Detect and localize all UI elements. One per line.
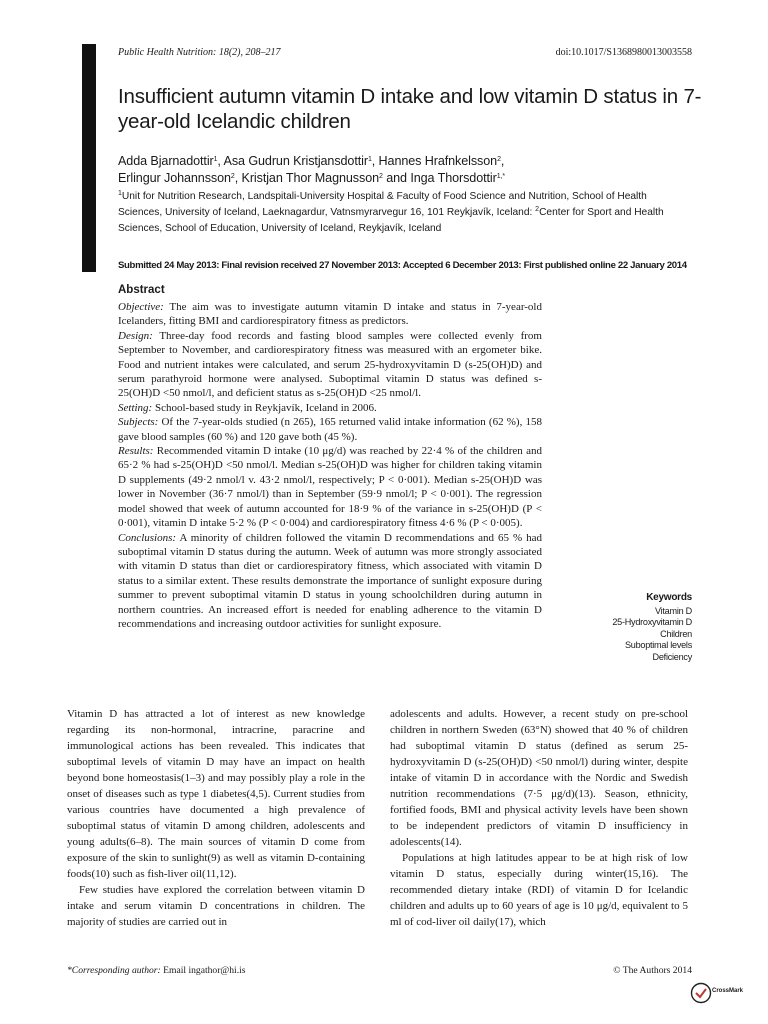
section-label: Subjects: xyxy=(118,416,159,429)
section-text: Recommended vitamin D intake (10 μg/d) was reached by 22·4 % of the children and 65·2 % had s-25(OH)D <50 nmol/l. Median s-25(OH)D was higher for children taking vitamin D supplements (49·2 nmol/l v. 43·2 nmol/l, respectively; P < 0·001). Median s-25(OH)D was lower in November (36·7 nmol/l) than in September (59·9 nmol/l; P < 0·001). The regression model showed that week of autumn accounted for 18·9 % of the variance in s-25(OH)D (P < 0·001), vitamin D intake 5·2 % (P < 0·004) and cardiorespiratory fitness 4·6 % (P < 0·005). xyxy=(118,445,542,530)
abstract-design xyxy=(118,329,542,401)
abstract-conclusions xyxy=(118,531,542,632)
author-name: Hannes Hrafnkelsson xyxy=(378,154,498,168)
author-separator: , xyxy=(371,154,379,168)
keyword-item: Vitamin D xyxy=(654,605,692,616)
article-title: Insufficient autumn vitamin D intake and low vitamin D status in 7-year-old Icelandic children xyxy=(118,85,702,133)
section-text: School-based study in Reykjavík, Iceland in 2006. xyxy=(152,401,377,414)
section-label: Setting: xyxy=(118,401,153,414)
abstract-heading: Abstract xyxy=(118,284,165,296)
footnote-label: *Corresponding author: xyxy=(67,965,161,976)
affiliation-mark: 1 xyxy=(118,190,122,197)
section-label: Conclusions: xyxy=(118,531,177,544)
author-separator: , xyxy=(500,154,505,168)
author-name: Inga Thorsdottir xyxy=(410,171,497,185)
author-name: Adda Bjarnadottir xyxy=(118,154,214,168)
author-affiliation-mark: 2 xyxy=(497,156,501,163)
author-name: Asa Gudrun Kristjansdottir xyxy=(223,154,368,168)
body-paragraph: Vitamin D has attracted a lot of interest as new knowledge regarding its non-hormonal, intracrine, paracrine and immunological actions has been revealed. This indicates that suboptimal levels of vitamin D may have an impact on health beyond bone homeostasis(1–3) and may possibly play a role in the onset of diseases such as type 1 diabetes(4,5). Current studies from various countries have documented a high prevalence of suboptimal status of vitamin D among children, adolescents and young adults(6–8). The main sources of vitamin D come from exposure of the skin to sunlight(9) as well as vitamin D-containing foods(10) such as fish-liver oil(11,12). xyxy=(67,708,365,880)
keywords xyxy=(532,592,692,663)
body-paragraph: Few studies have explored the correlation between vitamin D intake and serum vitamin D concentrations in children. The majority of studies are carried out in xyxy=(67,884,365,928)
author-affiliation-mark: 1 xyxy=(213,156,218,163)
author-affiliation-mark: 2 xyxy=(230,173,235,180)
section-label: Objective: xyxy=(118,301,164,313)
corresponding-author-footnote xyxy=(67,965,246,976)
footnote-email: Email ingathor@hi.is xyxy=(160,965,246,976)
keyword-item: Deficiency xyxy=(652,651,692,662)
author-separator: and xyxy=(382,171,411,185)
keyword-item: Suboptimal levels xyxy=(624,640,692,650)
section-text: A minority of children followed the vitamin D recommendations and 65 % had suboptimal vitamin D status during the autumn. Week of autumn was more strongly associated with vitamin D status than diet or cardiorespiratory fitness, which associated with vitamin D status to a similar extent. These results demonstrate the importance of sunlight exposure during summer to prevent suboptimal vitamin D status in young schoolchildren during autumn in northern countries. An increased effort is needed for enabling adherence to the vitamin D recommendations and increasing outdoor activities for sunlight exposure. xyxy=(118,531,542,630)
keyword-item: 25-Hydroxyvitamin D xyxy=(612,617,692,627)
section-label: Results: xyxy=(118,445,154,458)
author-affiliation-mark: 1 xyxy=(367,156,372,163)
journal-reference: Public Health Nutrition: 18(2), 208–217 xyxy=(118,47,281,58)
keywords-heading: Keywords xyxy=(646,592,692,603)
author-name: Erlingur Johannsson xyxy=(118,171,231,185)
abstract-setting xyxy=(118,401,542,415)
doi: doi:10.1017/S1368980013003558 xyxy=(555,47,692,58)
affiliations xyxy=(118,189,690,237)
author-separator: , xyxy=(217,154,224,168)
crossmark-label: CrossMark xyxy=(712,988,744,994)
affiliation-text: Unit for Nutrition Research, Landspitali-University Hospital & Faculty of Food Science and Nutrition, School of Health Sciences, University of Iceland, Laeknagardur, Vatnsmyrarvegur 16, 101 Reykjavík, Iceland: xyxy=(118,191,647,218)
body-column-left xyxy=(67,706,365,930)
abstract-results xyxy=(118,444,542,530)
author-name: Kristjan Thor Magnusson xyxy=(241,171,379,185)
affiliation-mark: 2 xyxy=(535,206,540,213)
author-list xyxy=(118,153,698,187)
sidebar-bar xyxy=(82,44,96,272)
section-label: Design: xyxy=(118,329,153,342)
body-column-right xyxy=(390,706,688,930)
submission-dates: Submitted 24 May 2013: Final revision received 27 November 2013: Accepted 6 December 2013: First published online 22 January 2014 xyxy=(118,260,687,271)
affiliation-text: Center for Sport and Health Sciences, School of Education, University of Iceland, Reykjavík, Iceland xyxy=(118,207,664,234)
body-paragraph: adolescents and adults. However, a recent study on pre-school children in northern Sweden (63°N) showed that 40 % of children had suboptimal vitamin D status (defined as serum 25-hydroxyvitamin D (s-25(OH)D) <50 nmol/l) during winter, despite intake of vitamin D in accordance with the Nordic and Swedish nutrition recommendations (7·5 μg/d)(13). Season, ethnicity, fortified foods, BMI and physical activity levels have been shown to be independent predictors of vitamin D insufficiency in adolescents(14). xyxy=(390,708,688,848)
section-text: Three-day food records and fasting blood samples were collected evenly from September to November, and cardiorespiratory fitness was measured with an ergometer bike. Food and nutrient intakes were calculated, and serum 25-hydroxyvitamin D (s-25(OH)D) and serum parathyroid hormone were analysed. Suboptimal vitamin D status was defined s-25(OH)D <50 nmol/l, and deficient status as s-25(OH)D <25 nmol/l. xyxy=(118,329,542,400)
abstract-subjects xyxy=(118,415,542,444)
abstract-body xyxy=(118,300,542,631)
body-paragraph: Populations at high latitudes appear to be at high risk of low vitamin D status, especially during winter(15,16). The recommended dietary intake (RDI) of vitamin D for Icelandic children and adults up to 60 years of age is 10 μg/d, equivalent to 5 ml of cod-liver oil daily(17), which xyxy=(390,852,688,928)
author-separator: , xyxy=(234,171,242,185)
author-affiliation-mark: 2 xyxy=(379,173,383,180)
keyword-item: Children xyxy=(660,628,692,639)
abstract-objective xyxy=(118,300,542,329)
copyright: © The Authors 2014 xyxy=(613,965,692,976)
author-affiliation-mark: 1,* xyxy=(496,173,505,180)
section-text: The aim was to investigate autumn vitamin D intake and status in 7-year-old Icelanders, fitting BMI and cardiorespiratory fitness as predictors. xyxy=(118,301,542,328)
section-text: Of the 7-year-olds studied (n 265), 165 returned valid intake information (62 %), 158 gave blood samples (60 %) and 120 gave both (45 %). xyxy=(118,416,542,443)
